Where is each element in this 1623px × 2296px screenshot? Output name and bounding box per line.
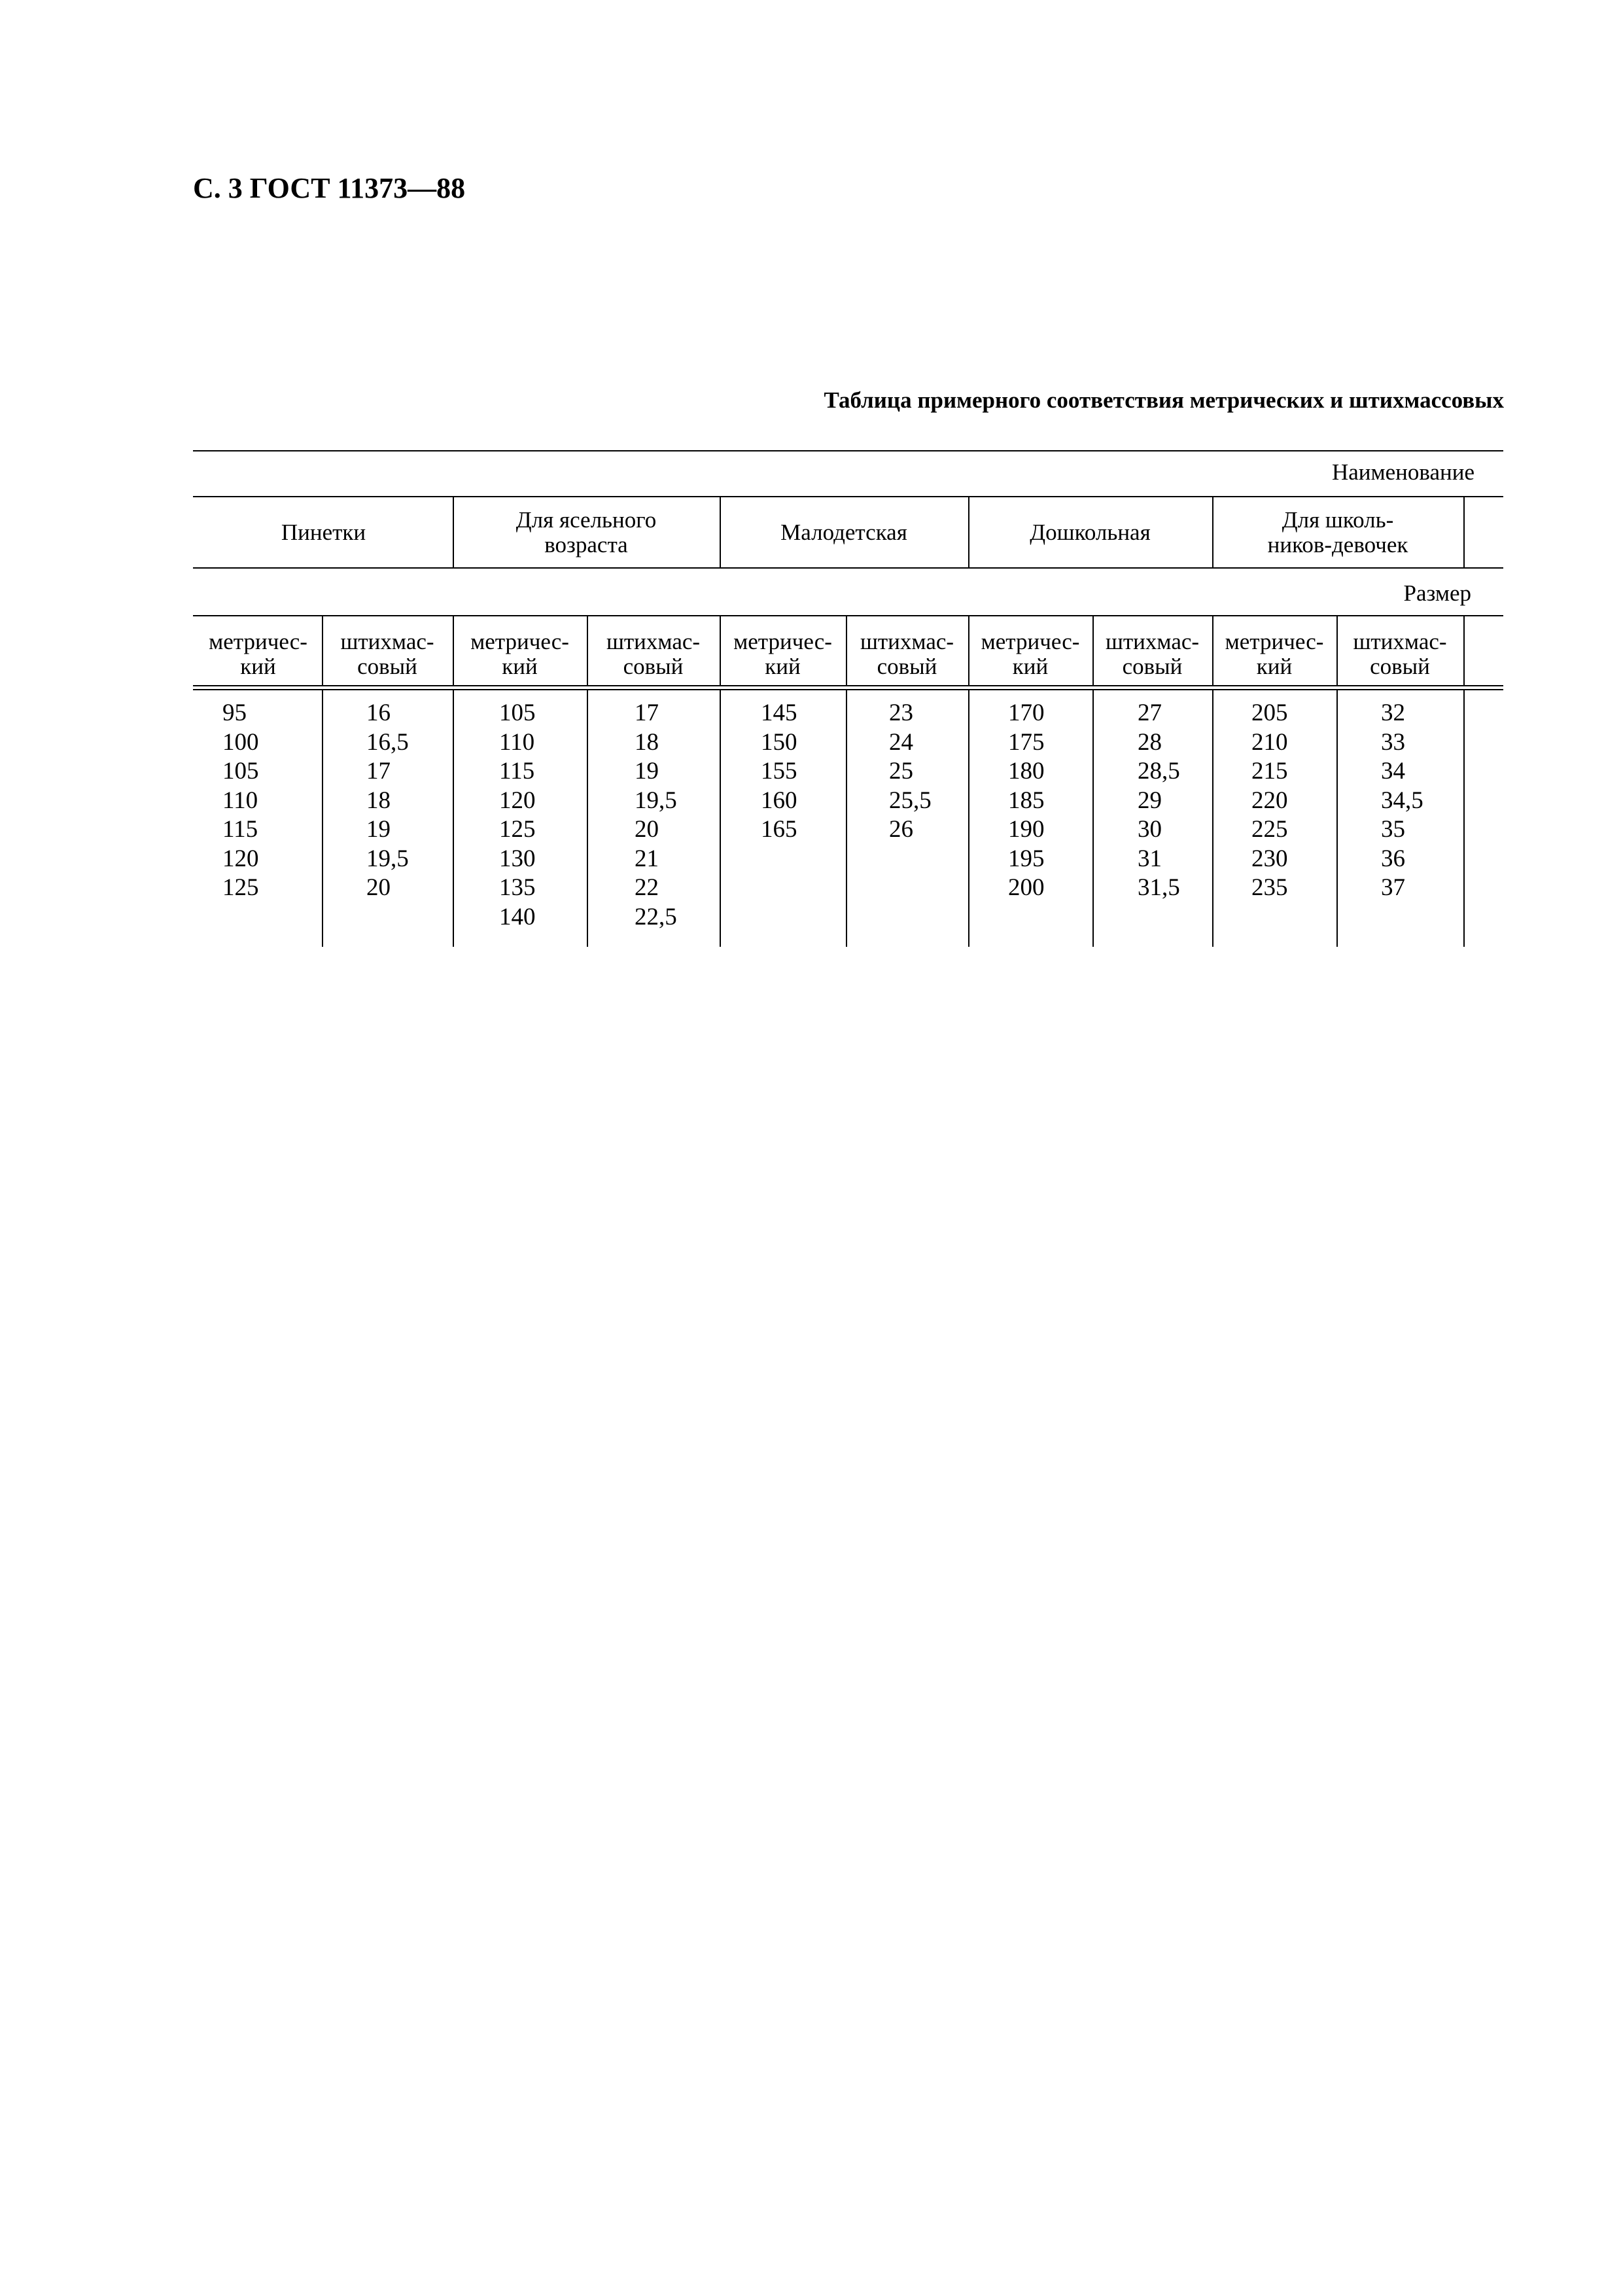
table-cell: 21: [635, 845, 659, 872]
table-cell: 175: [1008, 728, 1045, 756]
column-divider: [322, 616, 323, 685]
table-cell: 115: [499, 758, 535, 785]
column-schoolgirls-metric: [1251, 699, 1288, 903]
table-cell: 130: [499, 845, 536, 872]
table-cell: 230: [1251, 845, 1288, 872]
subheader-bottom-rule: [193, 685, 1503, 686]
subheader-metric: метричес- кий: [981, 629, 1080, 679]
group-header-schoolgirls: Для школь- ников-девочек: [1267, 506, 1408, 557]
table-cell: 20: [366, 874, 391, 901]
table-cell: 33: [1381, 728, 1405, 756]
subheader-stichmass: штихмас- совый: [606, 629, 701, 679]
table-cell: 145: [761, 699, 797, 726]
table-cell: 19: [635, 758, 659, 785]
table-cell: 24: [889, 728, 913, 756]
table-cell: 95: [222, 699, 247, 726]
group-header-nursery: Для ясельного возраста: [515, 506, 657, 557]
column-divider: [720, 497, 721, 567]
table-cell: 36: [1381, 845, 1405, 872]
size-label: Размер: [1403, 580, 1471, 606]
table-cell: 160: [761, 786, 797, 814]
table-cell: 105: [499, 699, 536, 726]
body-top-rule: [193, 689, 1503, 690]
table-top-rule: [193, 450, 1503, 451]
column-divider: [1336, 616, 1338, 685]
table-cell: 165: [761, 816, 797, 843]
column-divider: [720, 690, 721, 947]
table-cell: 30: [1138, 816, 1162, 843]
table-caption: Таблица примерного соответствия метрических и штихмассовых: [824, 387, 1504, 413]
table-cell: 23: [889, 699, 913, 726]
column-divider: [1336, 690, 1338, 947]
table-cell: 18: [635, 728, 659, 756]
column-divider: [1463, 616, 1465, 685]
table-cell: 28,5: [1138, 758, 1180, 785]
table-cell: 185: [1008, 786, 1045, 814]
column-schoolgirls-stichmass: [1381, 699, 1423, 903]
table-cell: 25: [889, 758, 913, 785]
table-cell: 120: [499, 786, 536, 814]
table-cell: 210: [1251, 728, 1288, 756]
table-cell: 31,5: [1138, 874, 1180, 901]
table-cell: 29: [1138, 786, 1162, 814]
table-cell: 31: [1138, 845, 1162, 872]
table-cell: 16,5: [366, 728, 409, 756]
table-cell: 180: [1008, 758, 1045, 785]
subheader-stichmass: штихмас- совый: [1353, 629, 1447, 679]
subheader-stichmass: штихмас- совый: [340, 629, 434, 679]
column-divider: [846, 690, 847, 947]
table-cell: 135: [499, 874, 536, 901]
column-nursery-metric: [499, 699, 536, 932]
subheader-metric: метричес- кий: [733, 629, 832, 679]
column-divider: [1092, 616, 1094, 685]
column-divider: [1212, 690, 1213, 947]
column-divider: [968, 690, 969, 947]
table-cell: 115: [222, 816, 258, 843]
column-divider: [846, 616, 847, 685]
table-cell: 195: [1008, 845, 1045, 872]
table-cell: 155: [761, 758, 797, 785]
table-cell: 200: [1008, 874, 1045, 901]
subheader-metric: метричес- кий: [209, 629, 307, 679]
column-divider: [453, 497, 454, 567]
table-cell: 20: [635, 816, 659, 843]
table-cell: 18: [366, 786, 391, 814]
table-cell: 150: [761, 728, 797, 756]
column-divider: [968, 497, 969, 567]
group-header-small-children: Малодетская: [780, 519, 907, 545]
table-cell: 190: [1008, 816, 1045, 843]
table-cell: 34: [1381, 758, 1405, 785]
column-divider: [1092, 690, 1094, 947]
column-divider: [453, 690, 454, 947]
table-cell: 110: [222, 786, 258, 814]
column-divider: [1463, 690, 1465, 947]
subheader-top-rule: [193, 615, 1503, 616]
table-cell: 19,5: [366, 845, 409, 872]
table-cell: 37: [1381, 874, 1405, 901]
page-header: С. 3 ГОСТ 11373—88: [193, 172, 466, 204]
table-cell: 225: [1251, 816, 1288, 843]
column-preschool-metric: [1008, 699, 1045, 903]
column-divider: [720, 616, 721, 685]
table-cell: 235: [1251, 874, 1288, 901]
column-divider: [1212, 616, 1213, 685]
group-header-booties: Пинетки: [281, 519, 366, 545]
column-small-children-metric: [761, 699, 797, 845]
table-cell: 140: [499, 903, 536, 930]
table-cell: 35: [1381, 816, 1405, 843]
table-cell: 170: [1008, 699, 1045, 726]
table-cell: 105: [222, 758, 259, 785]
group-row-bottom-rule: [193, 567, 1503, 569]
table-cell: 215: [1251, 758, 1288, 785]
column-preschool-stichmass: [1138, 699, 1180, 903]
table-cell: 205: [1251, 699, 1288, 726]
table-cell: 120: [222, 845, 259, 872]
table-cell: 27: [1138, 699, 1162, 726]
column-booties-metric: [222, 699, 259, 903]
column-booties-stichmass: [366, 699, 409, 903]
table-cell: 110: [499, 728, 535, 756]
table-cell: 19: [366, 816, 391, 843]
column-divider: [968, 616, 969, 685]
table-cell: 17: [635, 699, 659, 726]
table-cell: 19,5: [635, 786, 677, 814]
table-cell: 125: [499, 816, 536, 843]
table-cell: 32: [1381, 699, 1405, 726]
column-small-children-stichmass: [889, 699, 932, 845]
table-cell: 125: [222, 874, 259, 901]
subheader-stichmass: штихмас- совый: [1105, 629, 1200, 679]
group-name-label: Наименование: [1331, 459, 1475, 485]
table-cell: 100: [222, 728, 259, 756]
table-cell: 34,5: [1381, 786, 1423, 814]
column-divider: [587, 616, 588, 685]
subheader-metric: метричес- кий: [1225, 629, 1324, 679]
column-divider: [1463, 497, 1465, 567]
column-nursery-stichmass: [635, 699, 677, 932]
table-cell: 220: [1251, 786, 1288, 814]
subheader-metric: метричес- кий: [470, 629, 569, 679]
table-cell: 22,5: [635, 903, 677, 930]
table-cell: 16: [366, 699, 391, 726]
table-cell: 28: [1138, 728, 1162, 756]
table-cell: 17: [366, 758, 391, 785]
table-cell: 25,5: [889, 786, 932, 814]
column-divider: [322, 690, 323, 947]
table-cell: 22: [635, 874, 659, 901]
column-divider: [453, 616, 454, 685]
column-divider: [1212, 497, 1213, 567]
table-cell: 26: [889, 816, 913, 843]
group-header-preschool: Дошкольная: [1030, 519, 1151, 545]
column-divider: [587, 690, 588, 947]
subheader-stichmass: штихмас- совый: [860, 629, 954, 679]
